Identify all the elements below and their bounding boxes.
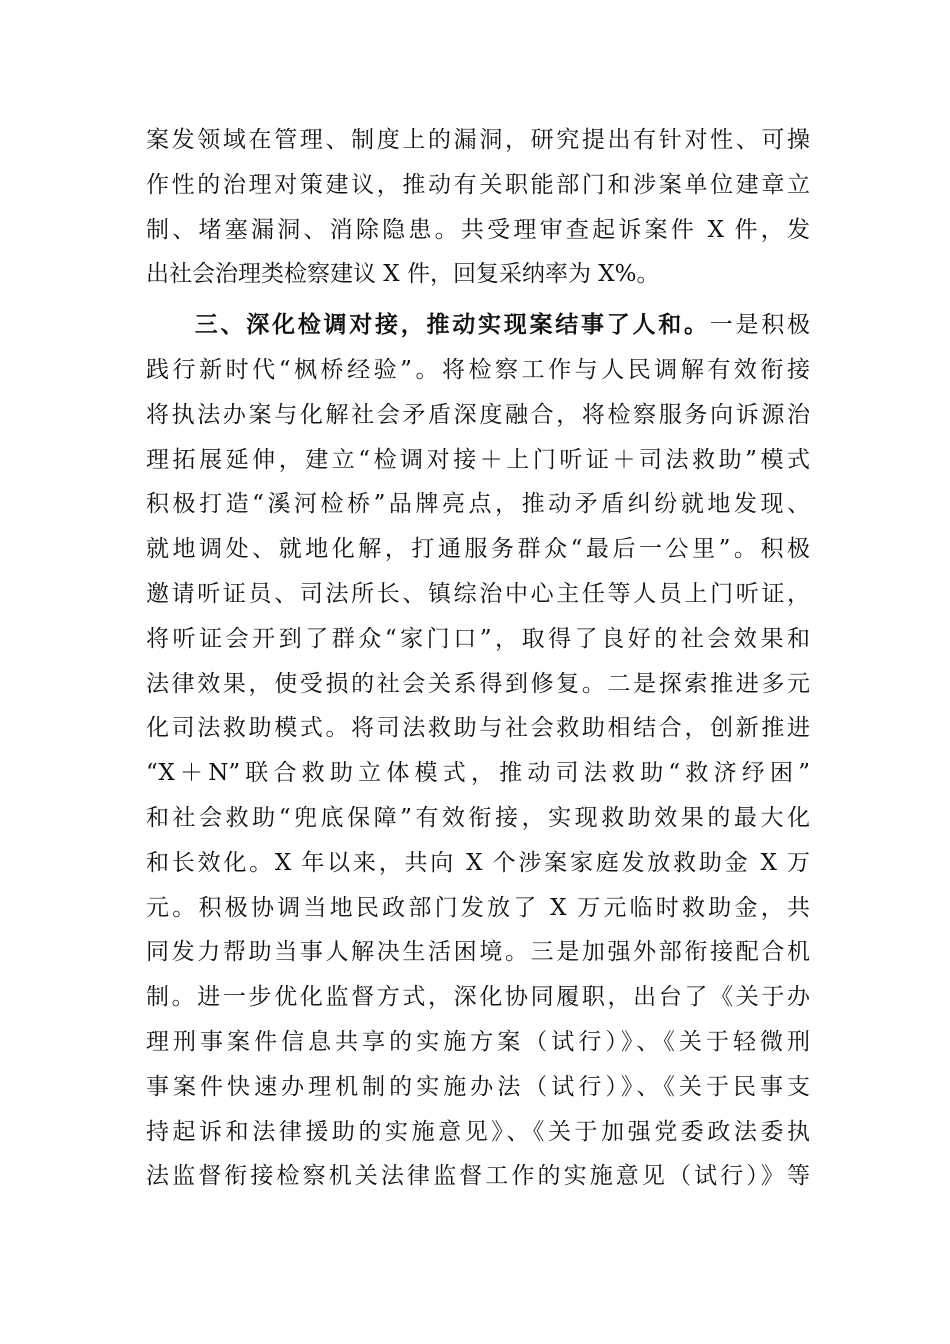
text-line: 法律效果，使受损的社会关系得到修复。二是探索推进多元 <box>146 670 810 697</box>
text-line: 元。积极协调当地民政部门发放了 X 万元临时救助金，共 <box>146 894 810 921</box>
section-heading-line <box>146 303 810 348</box>
text-run: 一是积极 <box>709 312 810 339</box>
text-line: 化司法救助模式。将司法救助与社会救助相结合，创新推进 <box>146 715 810 742</box>
text-line: 事案件快速办理机制的实施办法（试行）》、《关于民事支 <box>146 1073 810 1100</box>
text-line: 和长效化。X 年以来，共向 X 个涉案家庭发放救助金 X 万 <box>146 849 810 876</box>
text-line: 持起诉和法律援助的实施意见》、《关于加强党委政法委执 <box>146 1118 810 1145</box>
text-line: 案发领域在管理、制度上的漏洞，研究提出有针对性、可操 <box>146 127 810 153</box>
text-line: 理刑事案件信息共享的实施方案（试行）》、《关于轻微刑 <box>146 1028 810 1055</box>
text-line: 制、堵塞漏洞、消除隐患。共受理审查起诉案件 X 件，发 <box>146 216 810 243</box>
text-line: 作性的治理对策建议，推动有关职能部门和涉案单位建章立 <box>146 171 810 198</box>
text-line: 法监督衔接检察机关法律监督工作的实施意见（试行）》等 <box>146 1163 810 1190</box>
text-line: 同发力帮助当事人解决生活困境。三是加强外部衔接配合机 <box>146 939 810 966</box>
text-line: 践行新时代“枫桥经验”。将检察工作与人民调解有效衔接 <box>146 356 810 383</box>
text-line: 出社会治理类检察建议 X 件，回复采纳率为 X%。 <box>146 261 660 288</box>
text-line: 理拓展延伸，建立“检调对接＋上门听证＋司法救助”模式 <box>146 446 810 473</box>
text-line: 邀请听证员、司法所长、镇综治中心主任等人员上门听证， <box>146 580 810 607</box>
text-line: 和社会救助“兜底保障”有效衔接，实现救助效果的最大化 <box>146 804 810 831</box>
text-line: 将听证会开到了群众“家门口”，取得了良好的社会效果和 <box>146 625 810 652</box>
text-line: 积极打造“溪河检桥”品牌亮点，推动矛盾纠纷就地发现、 <box>146 491 810 518</box>
section-heading: 三、深化检调对接，推动实现案结事了人和。 <box>192 312 710 339</box>
text-line: 将执法办案与化解社会矛盾深度融合，将检察服务向诉源治 <box>146 401 810 428</box>
document-body <box>146 118 810 1199</box>
text-line: 制。进一步优化监督方式，深化协同履职，出台了《关于办 <box>146 984 810 1011</box>
text-line: 就地调处、就地化解，打通服务群众“最后一公里”。积极 <box>146 536 810 563</box>
text-line: “X＋N”联合救助立体模式，推动司法救助“救济纾困” <box>146 760 810 787</box>
